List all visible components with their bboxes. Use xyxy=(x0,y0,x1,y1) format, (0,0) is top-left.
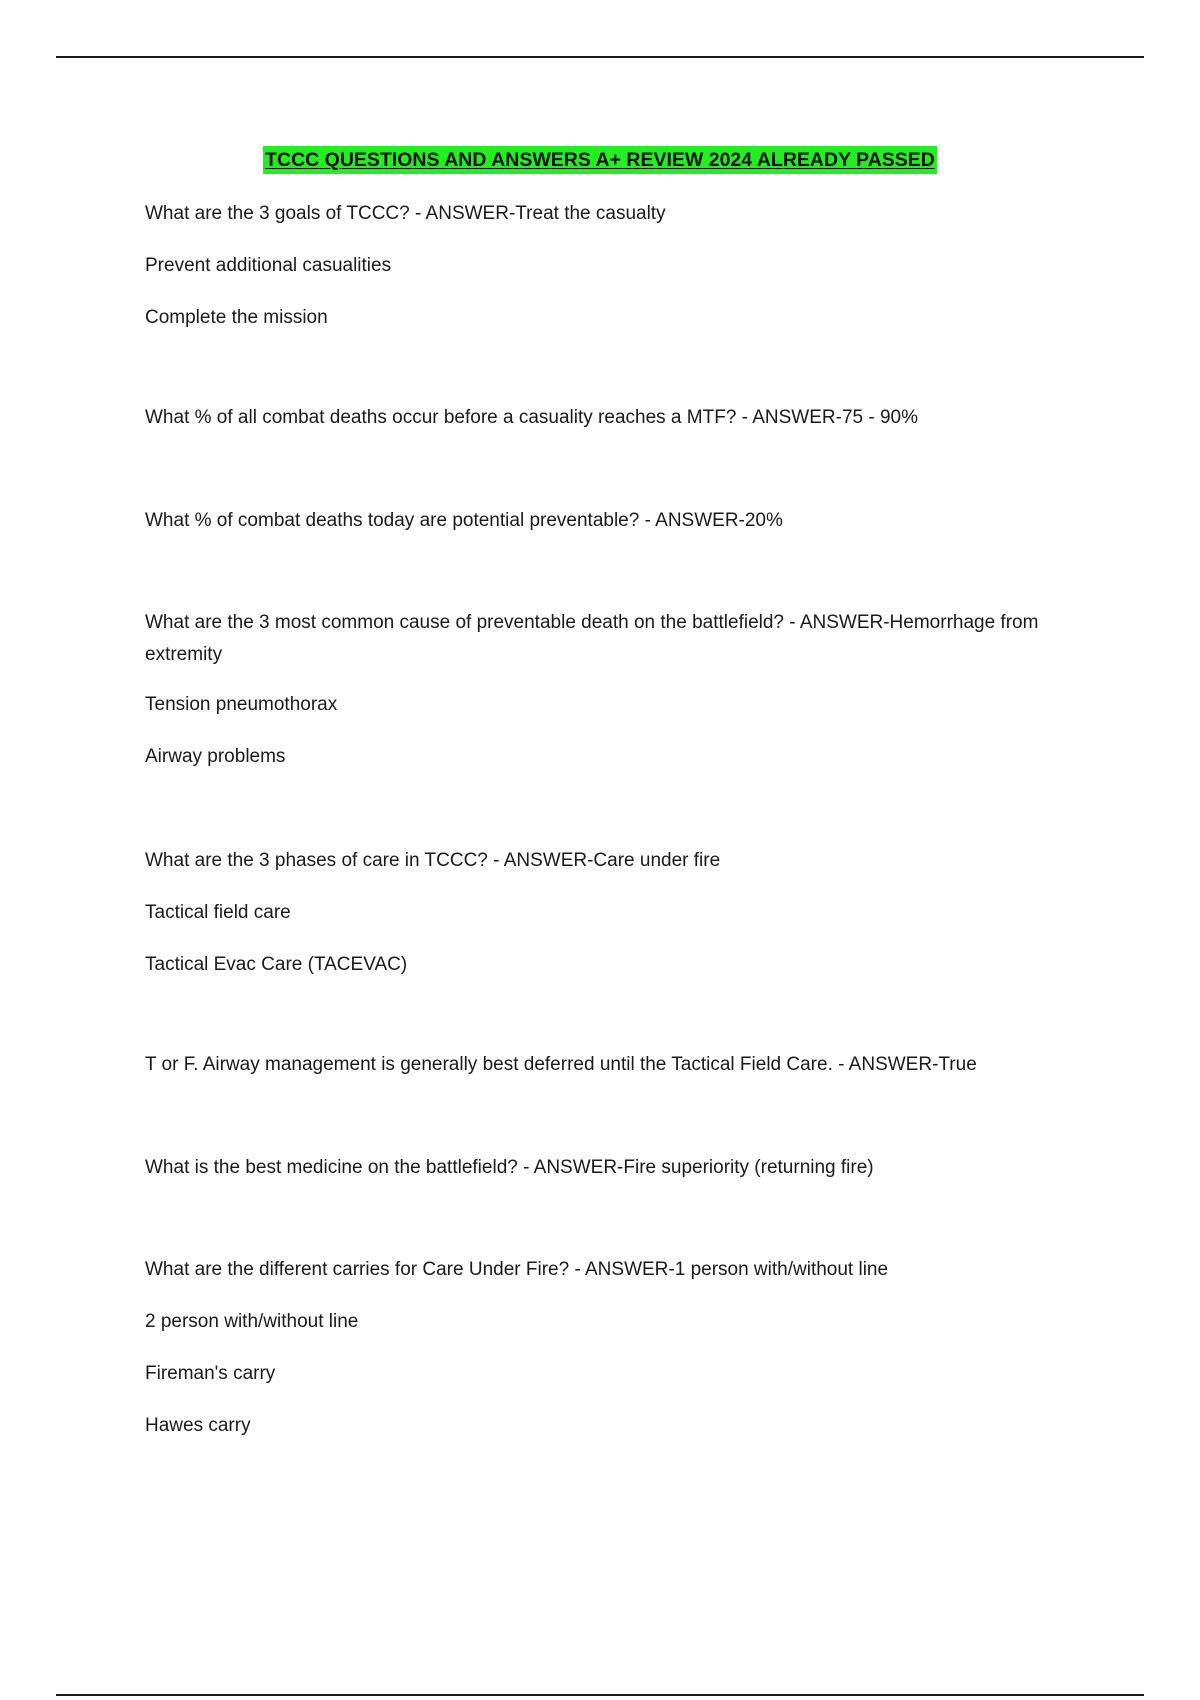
header-rule xyxy=(56,56,1144,58)
qa-item-2 xyxy=(145,402,1080,434)
qa-item-7 xyxy=(145,1152,1080,1184)
question-text: What is the best medicine on the battlefield? - ANSWER-Fire superiority (returning fire) xyxy=(145,1157,874,1178)
qa-item-5 xyxy=(145,845,1080,981)
answer-line: Tension pneumothorax xyxy=(145,694,338,715)
footer-rule xyxy=(56,1694,1144,1696)
qa-item-1 xyxy=(145,198,1080,334)
question-text: What are the 3 goals of TCCC? - ANSWER-Treat the casualty xyxy=(145,203,666,224)
answer-line: Fireman's carry xyxy=(145,1363,276,1384)
answer-line: 2 person with/without line xyxy=(145,1311,359,1332)
question-text: What % of all combat deaths occur before a casuality reaches a MTF? - ANSWER-75 - 90% xyxy=(145,407,918,428)
qa-item-3 xyxy=(145,505,1080,537)
question-text: T or F. Airway management is generally best deferred until the Tactical Field Care. - ANSWER-True xyxy=(145,1054,977,1075)
document-title: TCCC QUESTIONS AND ANSWERS A+ REVIEW 2024 ALREADY PASSED xyxy=(263,146,937,174)
answer-line: Prevent additional casualities xyxy=(145,255,392,276)
answer-line: Airway problems xyxy=(145,746,286,767)
qa-item-8 xyxy=(145,1254,1080,1442)
question-text: What are the 3 most common cause of preventable death on the battlefield? - ANSWER-Hemorrhage from extremity xyxy=(145,612,1039,665)
qa-item-4 xyxy=(145,607,1080,773)
question-text: What are the 3 phases of care in TCCC? - ANSWER-Care under fire xyxy=(145,850,721,871)
question-text: What are the different carries for Care Under Fire? - ANSWER-1 person with/without line xyxy=(145,1259,889,1280)
answer-line: Hawes carry xyxy=(145,1415,251,1436)
answer-line: Tactical field care xyxy=(145,902,291,923)
title-container xyxy=(0,146,1200,174)
qa-item-6 xyxy=(145,1049,1080,1081)
question-text: What % of combat deaths today are potential preventable? - ANSWER-20% xyxy=(145,510,783,531)
answer-line: Tactical Evac Care (TACEVAC) xyxy=(145,954,408,975)
answer-line: Complete the mission xyxy=(145,307,328,328)
